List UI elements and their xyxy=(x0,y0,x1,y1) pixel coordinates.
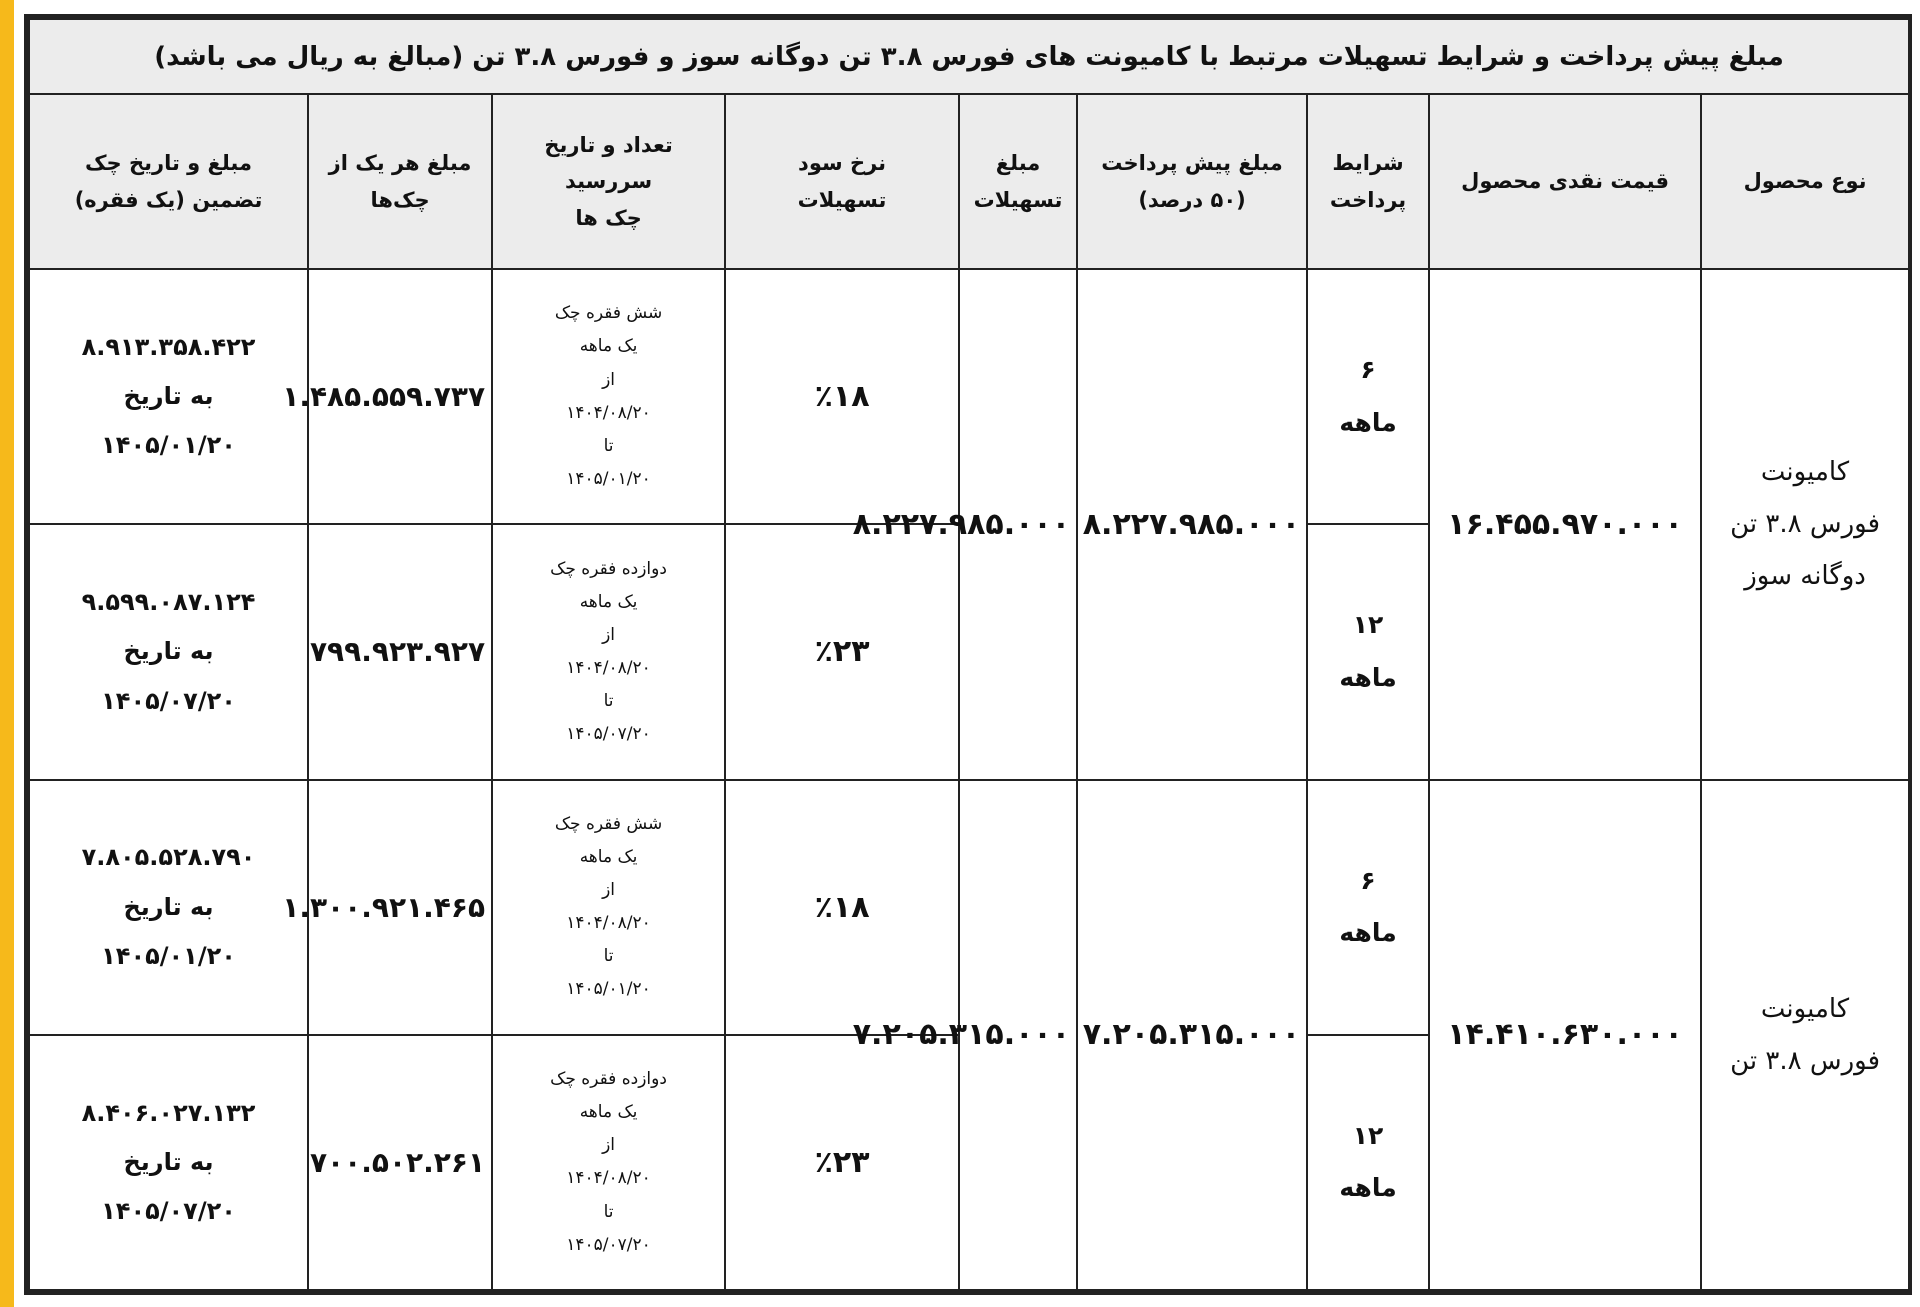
payment-term-cell xyxy=(1307,524,1429,779)
guarantee-amount: ۸.۴۰۶.۰۲۷.۱۳۲ xyxy=(81,1098,256,1127)
cheque-interval: یک ماهه xyxy=(579,336,638,357)
cheque-amount-cell: ۱.۴۸۵.۵۵۹.۷۳۷ xyxy=(308,269,492,524)
price-table xyxy=(28,18,1910,1291)
guarantee-cell xyxy=(29,269,308,524)
product-name-line2: فورس ۳.۸ تن xyxy=(1730,509,1880,540)
to-date: ۱۴۰۵/۰۱/۲۰ xyxy=(566,469,651,490)
header-row xyxy=(29,94,1909,269)
guarantee-date: ۱۴۰۵/۰۱/۲۰ xyxy=(101,431,236,460)
header-guarantee-line2: تضمین (یک فقره) xyxy=(74,187,263,212)
cash-price-cell: ۱۶.۴۵۵.۹۷۰.۰۰۰ xyxy=(1429,269,1701,779)
product-name-line3: دوگانه سوز xyxy=(1744,561,1866,592)
guarantee-label: به تاریخ xyxy=(123,1147,214,1176)
cheque-schedule-cell xyxy=(492,1035,725,1290)
term-unit: ماهه xyxy=(1339,918,1397,948)
cheque-schedule-cell xyxy=(492,780,725,1035)
from-label: از xyxy=(602,624,616,645)
term-number: ۶ xyxy=(1360,355,1376,385)
header-guarantee xyxy=(29,94,308,269)
cheque-schedule-cell xyxy=(492,524,725,779)
header-interest-rate xyxy=(725,94,959,269)
guarantee-label: به تاریخ xyxy=(123,892,214,921)
header-payment-terms xyxy=(1307,94,1429,269)
guarantee-date: ۱۴۰۵/۰۱/۲۰ xyxy=(101,941,236,970)
cash-price-cell: ۱۴.۴۱۰.۶۳۰.۰۰۰ xyxy=(1429,780,1701,1290)
table-row xyxy=(29,269,1909,524)
guarantee-amount: ۹.۵۹۹.۰۸۷.۱۲۴ xyxy=(81,588,256,617)
term-number: ۱۲ xyxy=(1352,610,1384,640)
to-label: تا xyxy=(603,1201,614,1222)
header-loan-amount: مبلغ تسهیلات xyxy=(959,94,1077,269)
guarantee-cell xyxy=(29,780,308,1035)
from-date: ۱۴۰۴/۰۸/۲۰ xyxy=(566,913,651,934)
cheque-interval: یک ماهه xyxy=(579,846,638,867)
header-cash-price: قیمت نقدی محصول xyxy=(1429,94,1701,269)
header-cheques-line1: تعداد و تاریخ xyxy=(544,132,673,157)
guarantee-amount: ۷.۸۰۵.۵۲۸.۷۹۰ xyxy=(81,843,256,872)
to-label: تا xyxy=(603,435,614,456)
from-date: ۱۴۰۴/۰۸/۲۰ xyxy=(566,1168,651,1189)
interest-rate-cell: ٪۱۸ xyxy=(725,269,959,524)
from-label: از xyxy=(602,369,616,390)
guarantee-label: به تاریخ xyxy=(123,382,214,411)
prepayment-cell: ۸.۲۲۷.۹۸۵.۰۰۰ xyxy=(1077,269,1307,779)
cheque-interval: یک ماهه xyxy=(579,591,638,612)
interest-rate-cell: ٪۱۸ xyxy=(725,780,959,1035)
guarantee-date: ۱۴۰۵/۰۷/۲۰ xyxy=(101,1196,236,1225)
term-unit: ماهه xyxy=(1339,1173,1397,1203)
guarantee-cell xyxy=(29,524,308,779)
cheque-interval: یک ماهه xyxy=(579,1102,638,1123)
cheque-count: شش فقره چک xyxy=(554,813,663,834)
header-interest-line1: نرخ سود xyxy=(798,151,887,175)
product-name-cell xyxy=(1701,780,1909,1290)
to-date: ۱۴۰۵/۰۷/۲۰ xyxy=(566,1234,651,1255)
from-date: ۱۴۰۴/۰۸/۲۰ xyxy=(566,657,651,678)
from-label: از xyxy=(602,880,616,901)
loan-amount-cell: ۸.۲۲۷.۹۸۵.۰۰۰ xyxy=(959,269,1077,779)
header-prepayment xyxy=(1077,94,1307,269)
cheque-count: شش فقره چک xyxy=(554,303,663,324)
product-name-cell xyxy=(1701,269,1909,779)
term-number: ۶ xyxy=(1360,865,1376,895)
table-title: مبلغ پیش پرداخت و شرایط تسهیلات مرتبط با کامیونت های فورس ۳.۸ تن دوگانه سوز و فورس ۳.۸ تن (مبالغ به ریال می باشد) xyxy=(29,19,1909,94)
header-guarantee-line1: مبلغ و تاریخ چک xyxy=(85,151,253,175)
interest-rate-cell: ٪۲۳ xyxy=(725,524,959,779)
term-unit: ماهه xyxy=(1339,662,1397,692)
interest-rate-cell: ٪۲۳ xyxy=(725,1035,959,1290)
header-payment-terms-line1: شرایط xyxy=(1332,151,1404,175)
header-cheques-line3: چک ها xyxy=(575,206,642,231)
header-payment-terms-line2: پرداخت xyxy=(1329,187,1407,212)
header-cheques xyxy=(492,94,725,269)
payment-term-cell xyxy=(1307,269,1429,524)
prepayment-cell: ۷.۲۰۵.۳۱۵.۰۰۰ xyxy=(1077,780,1307,1290)
payment-term-cell xyxy=(1307,1035,1429,1290)
cheque-count: دوازده فقره چک xyxy=(550,1068,667,1089)
header-product-type: نوع محصول xyxy=(1701,94,1909,269)
accent-bar xyxy=(0,0,14,1307)
loan-amount-cell: ۷.۲۰۵.۳۱۵.۰۰۰ xyxy=(959,780,1077,1290)
product-name-line1: کامیونت xyxy=(1760,457,1850,488)
payment-term-cell xyxy=(1307,780,1429,1035)
header-interest-line2: تسهیلات xyxy=(797,187,887,212)
from-label: از xyxy=(602,1135,616,1156)
to-date: ۱۴۰۵/۰۱/۲۰ xyxy=(566,979,651,1000)
cheque-amount-cell: ۷۹۹.۹۲۳.۹۲۷ xyxy=(308,524,492,779)
header-cheques-line2: سررسید xyxy=(564,169,653,194)
header-prepayment-line2: (۵۰ درصد) xyxy=(1138,187,1246,212)
guarantee-amount: ۸.۹۱۳.۳۵۸.۴۲۲ xyxy=(81,332,256,361)
title-row xyxy=(29,19,1909,94)
cheque-amount-cell: ۱.۳۰۰.۹۲۱.۴۶۵ xyxy=(308,780,492,1035)
table-row xyxy=(29,780,1909,1035)
cheque-schedule-cell xyxy=(492,269,725,524)
guarantee-date: ۱۴۰۵/۰۷/۲۰ xyxy=(101,686,236,715)
term-unit: ماهه xyxy=(1339,407,1397,437)
product-name-line1: کامیونت xyxy=(1760,993,1850,1024)
header-cheque-amount: مبلغ هر یک از چک‌ها xyxy=(308,94,492,269)
term-number: ۱۲ xyxy=(1352,1120,1384,1150)
guarantee-label: به تاریخ xyxy=(123,637,214,666)
to-date: ۱۴۰۵/۰۷/۲۰ xyxy=(566,724,651,745)
cheque-count: دوازده فقره چک xyxy=(550,558,667,579)
to-label: تا xyxy=(603,946,614,967)
cheque-amount-cell: ۷۰۰.۵۰۲.۲۶۱ xyxy=(308,1035,492,1290)
header-prepayment-line1: مبلغ پیش پرداخت xyxy=(1101,151,1283,175)
to-label: تا xyxy=(603,691,614,712)
product-name-line2: فورس ۳.۸ تن xyxy=(1730,1045,1880,1076)
guarantee-cell xyxy=(29,1035,308,1290)
from-date: ۱۴۰۴/۰۸/۲۰ xyxy=(566,402,651,423)
